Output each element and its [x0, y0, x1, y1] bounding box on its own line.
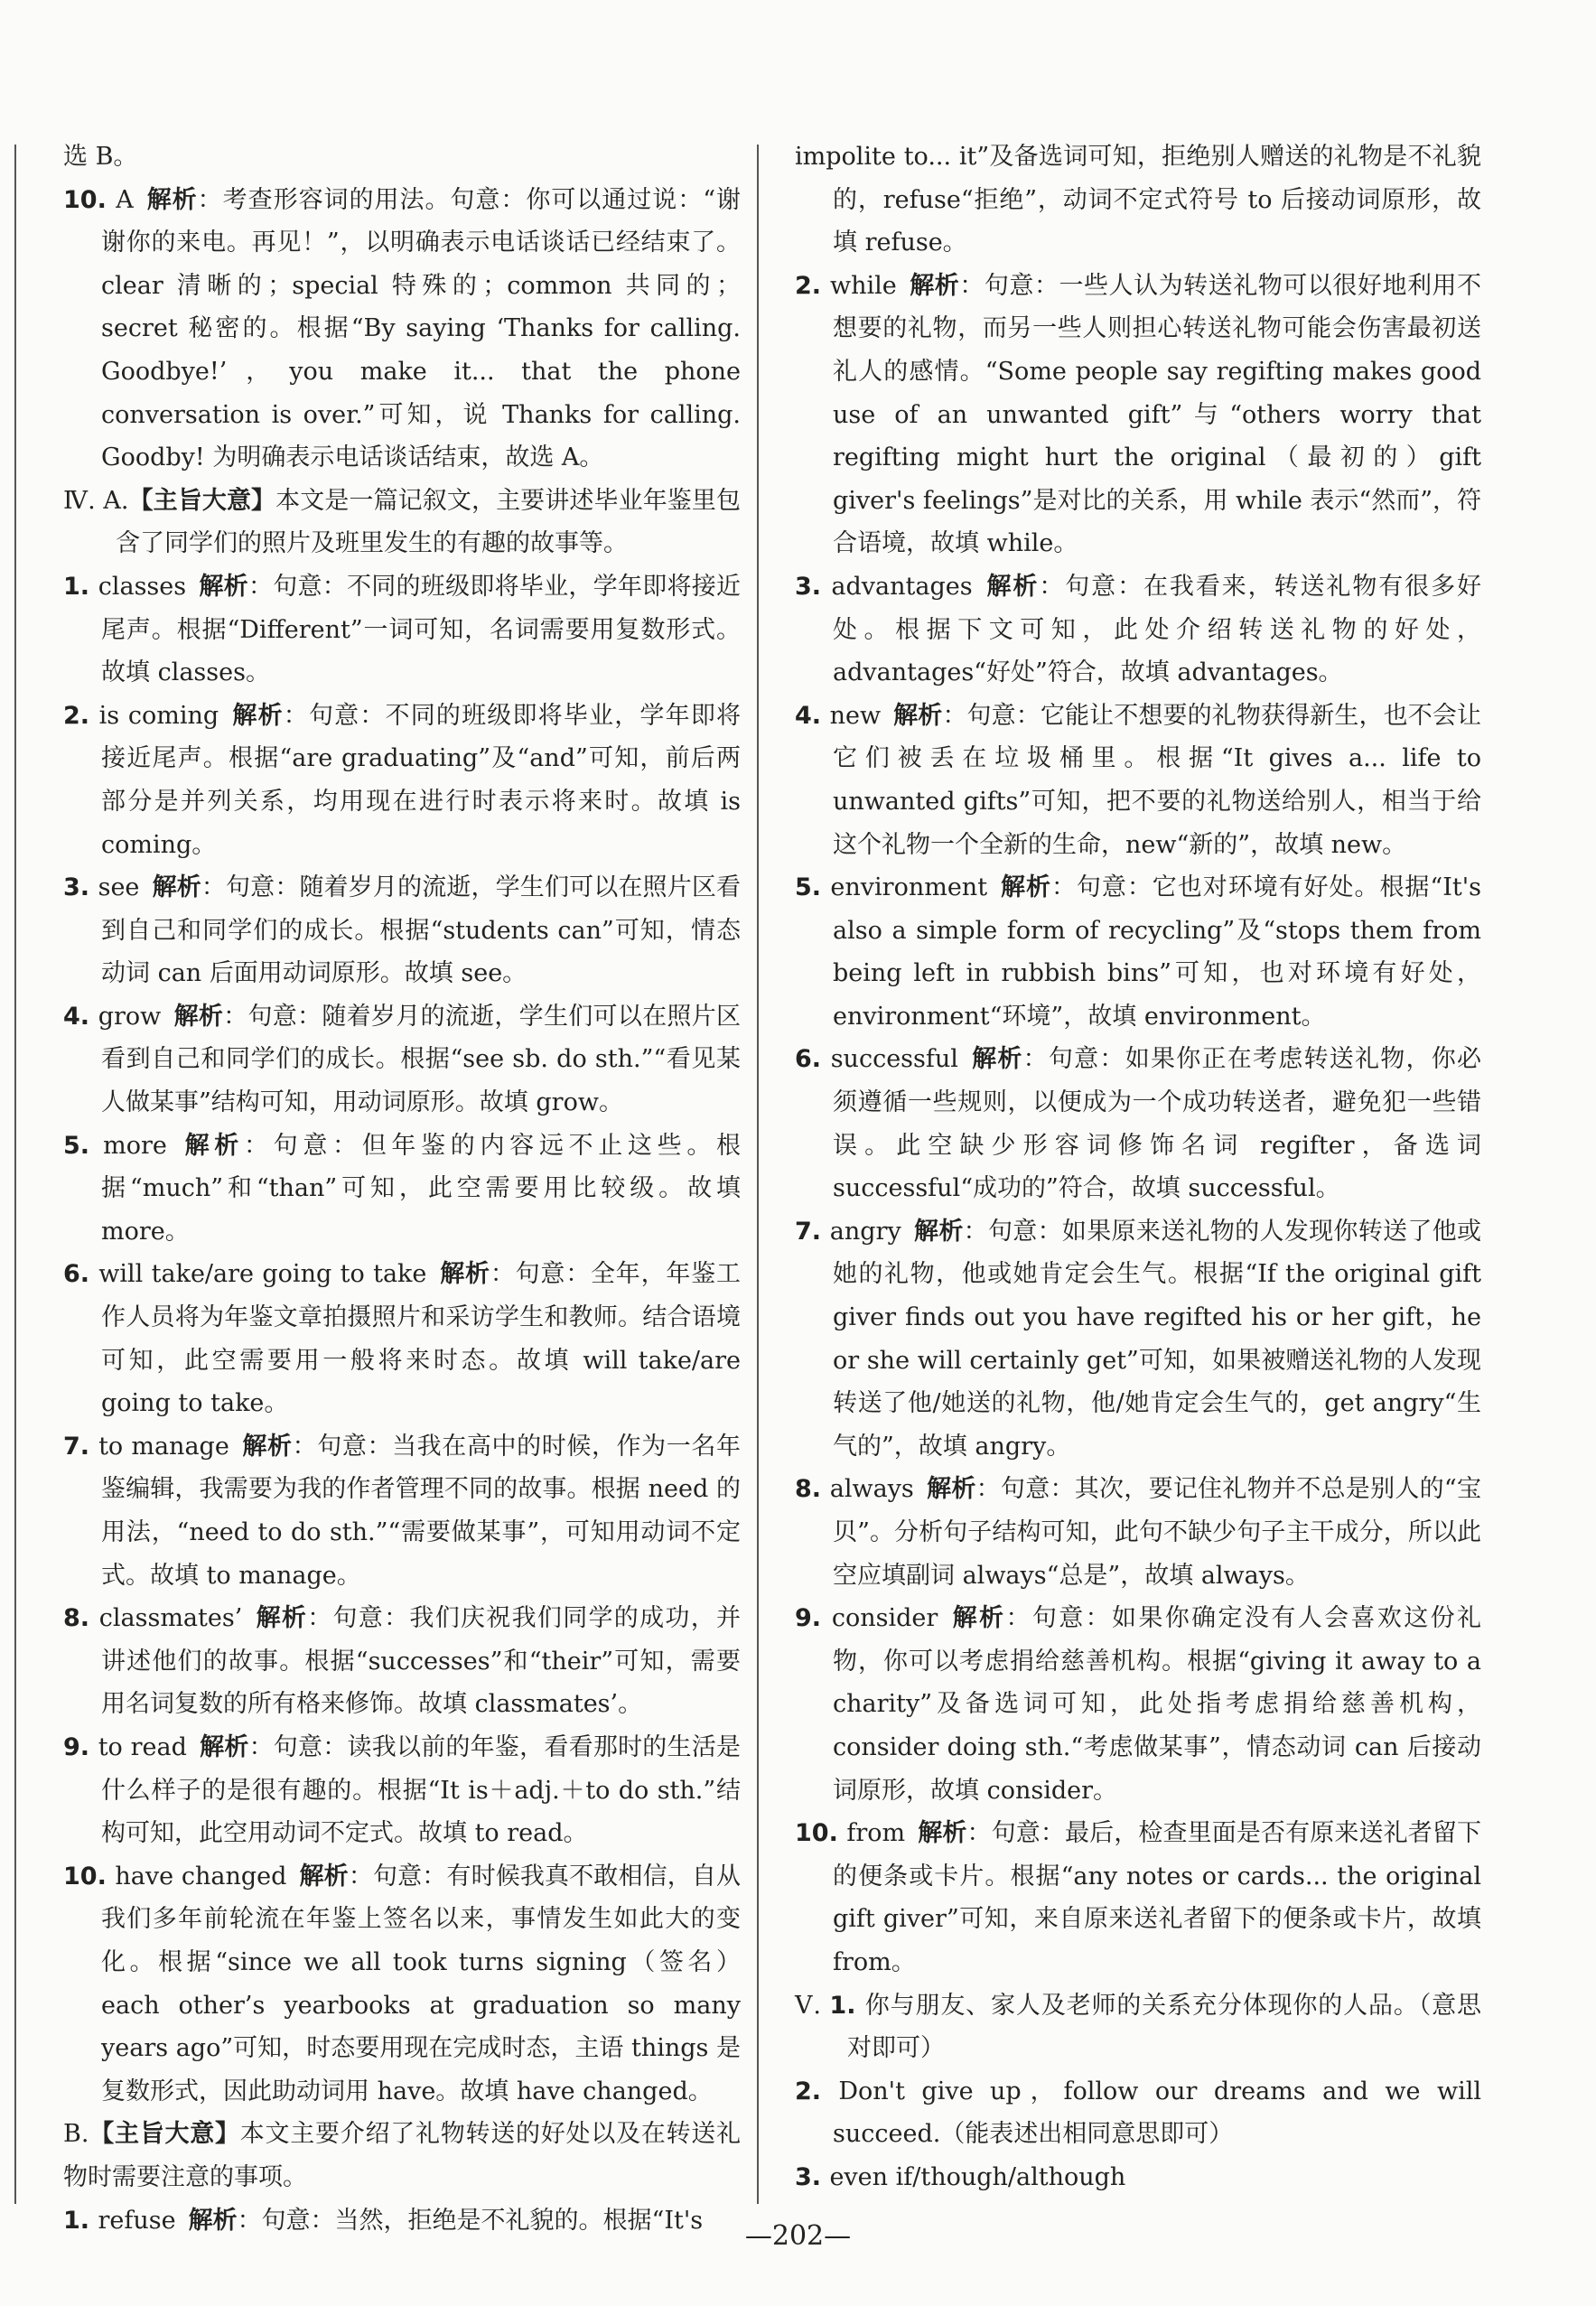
body-text: ：考查形容词的用法。句意：你可以通过说：“谢谢你的来电。再见！”，以明确表示电话谈话已经结束了。clear 清晰的；special 特殊的；common 共同的；secret 秘密的。根据“By saying ‘Thanks for calling. Goodbye!’，you make it... that the phone conversation is over.”可知，说 Thanks for calling. Goodby! 为明确表示电话谈话结束，故选 A。: [101, 185, 741, 472]
answer-paragraph: [63, 565, 741, 695]
label-text: 解析: [985, 572, 1040, 601]
item-number: 2.: [63, 701, 99, 730]
answer-text: to manage: [98, 1432, 229, 1461]
body-text: ：句意：一些人认为转送礼物可以很好地利用不想要的礼物，而另一些人则担心转送礼物可能会伤害最初送礼人的感情。“Some people say regifting makes good use of an unwanted gift”与“others worry that regifting might hurt the original（最初的）gift giver's feelings”是对比的关系，用 while 表示“然而”，符合语境，故填 while。: [833, 271, 1482, 558]
label-text: 解析: [950, 1604, 1006, 1633]
answer-paragraph: [63, 866, 741, 995]
body-text: ：句意：它也对环境有好处。根据“It's also a simple form of recycling”及“stops them from being left in rubbish bins”可知，也对环境有好处，environment“环境”，故填 environment。: [833, 873, 1481, 1031]
label-text: 解析: [188, 2206, 238, 2235]
answer-text: is coming: [98, 701, 219, 730]
body-text: even if/though/although: [829, 2162, 1126, 2191]
body-text: 你与朋友、家人及老师的关系充分体现你的人品。（意思对即可）: [847, 1991, 1481, 2063]
body-text: 本文主要介绍了礼物转送的好处以及在转送礼物时需要注意的事项。: [63, 2120, 742, 2191]
answer-text: new: [829, 701, 882, 730]
label-text: 【主旨大意】: [128, 486, 276, 515]
label-text: 解析: [893, 701, 943, 730]
body-text: ：句意：当然，拒绝是不礼貌的。根据“It's: [237, 2206, 704, 2235]
item-number: 6.: [63, 1260, 99, 1289]
answer-text: while: [829, 271, 897, 300]
column-divider: [757, 145, 759, 2204]
label-text: 解析: [145, 185, 198, 214]
item-number: 3.: [63, 873, 98, 902]
left-column: [63, 135, 741, 2242]
item-number: 7.: [795, 1217, 830, 1246]
label-text: 解析: [970, 1045, 1023, 1074]
answer-text: A: [116, 185, 134, 214]
answer-paragraph: [795, 1210, 1481, 1469]
page-number: —202—: [744, 2220, 852, 2252]
answer-text: advantages: [831, 572, 973, 601]
answer-text: always: [829, 1475, 914, 1504]
body-text: ：句意：随着岁月的流逝，学生们可以在照片区看到自己和同学们的成长。根据“see sb. do sth.”“看见某人做某事”结构可知，用动词原形。故填 grow。: [101, 1002, 741, 1117]
answer-paragraph: [795, 565, 1481, 695]
body-text: ：句意：如果你正在考虑转送礼物，你必须遵循一些规则，以便成为一个成功转送者，避免犯一些错误。此空缺少形容词修饰名词 regifter，备选词 successful“成功的”符合，故填 successful。: [833, 1045, 1481, 1203]
answer-paragraph: [63, 695, 741, 866]
body-text: 选 B。: [63, 143, 138, 171]
answer-paragraph: [63, 1597, 741, 1726]
answer-text: grow: [98, 1002, 162, 1031]
item-number: 5.: [795, 873, 831, 902]
answer-paragraph: [795, 1468, 1481, 1597]
answer-paragraph: [795, 695, 1481, 866]
answer-paragraph: [795, 2070, 1481, 2156]
label-text: 解析: [231, 701, 284, 730]
body-text: ：句意：如果你确定没有人会喜欢这份礼物，你可以考虑捐给慈善机构。根据“giving it away to a charity”及备选词可知，此处指考虑捐给慈善机构，consider doing sth.“考虑做某事”，情态动词 can 后接动词原形，故填 consider。: [833, 1604, 1482, 1805]
answer-text: angry: [829, 1217, 901, 1246]
item-number: 4.: [63, 1002, 98, 1031]
body-text: ：句意：其次，要记住礼物并不总是别人的“宝贝”。分析句子结构可知，此句不缺少句子主干成分，所以此空应填副词 always“总是”，故填 always。: [833, 1475, 1482, 1590]
body-text: ：句意：读我以前的年鉴，看看那时的生活是什么样子的是很有趣的。根据“It is＋adj.＋to do sth.”结构可知，此空用动词不定式。故填 to read。: [101, 1732, 741, 1848]
label-text: 解析: [913, 1217, 964, 1246]
body-text: ：句意：全年，年鉴工作人员将为年鉴文章拍摄照片和采访学生和教师。结合语境可知，此空需要用一般将来时态。故填 will take/are going to take。: [101, 1260, 742, 1418]
item-number: 3.: [795, 2162, 830, 2191]
label-text: 解析: [199, 1732, 249, 1761]
answer-paragraph: [63, 179, 741, 480]
body-text: B.: [63, 2120, 89, 2149]
item-number: 2.: [795, 2077, 839, 2105]
item-number: 7.: [63, 1432, 99, 1461]
label-text: 解析: [926, 1475, 976, 1504]
label-text: 解析: [909, 271, 960, 300]
item-number: 10.: [795, 1819, 847, 1848]
body-text: Ⅳ. A.: [63, 486, 129, 515]
body-text: ：句意：当我在高中的时候，作为一名年鉴编辑，我需要为我的作者管理不同的故事。根据 need 的用法，“need to do sth.”“需要做某事”，可知用动词不定式。故填 to manage。: [101, 1432, 741, 1590]
answer-paragraph: [63, 995, 741, 1125]
answer-paragraph: [63, 135, 741, 179]
label-text: 解析: [299, 1862, 349, 1891]
body-text: ：句意：随着岁月的流逝，学生们可以在照片区看到自己和同学们的成长。根据“students can”可知，情态动词 can 后面用动词原形。故填 see。: [101, 873, 741, 988]
answer-text: environment: [830, 873, 988, 902]
answer-text: successful: [830, 1045, 958, 1074]
answer-paragraph: [63, 1425, 741, 1597]
answer-text: will take/are going to take: [98, 1260, 427, 1289]
item-number: 1.: [63, 2206, 98, 2235]
item-number: 10.: [63, 1862, 116, 1891]
answer-paragraph: [795, 1984, 1481, 2070]
label-text: 解析: [241, 1432, 293, 1461]
answer-paragraph: [795, 2156, 1481, 2199]
item-number: 9.: [795, 1604, 832, 1633]
body-text: Don't give up，follow our dreams and we will succeed.（能表述出相同意思即可）: [833, 2077, 1481, 2149]
answer-paragraph: [63, 1253, 741, 1424]
body-text: ：句意：不同的班级即将毕业，学年即将接近尾声。根据“Different”一词可知，名词需要用复数形式。故填 classes。: [101, 572, 742, 687]
answer-text: see: [98, 873, 140, 902]
answer-paragraph: [795, 1812, 1481, 1984]
answer-text: have changed: [115, 1862, 287, 1891]
answer-paragraph: [63, 1726, 741, 1855]
answer-paragraph: [795, 265, 1481, 565]
item-number: 1.: [829, 1991, 865, 2020]
item-number: 2.: [795, 271, 830, 300]
item-number: 4.: [795, 701, 830, 730]
item-number: 10.: [63, 185, 117, 214]
body-text: impolite to... it”及备选词可知，拒绝别人赠送的礼物是不礼貌的，refuse“拒绝”，动词不定式符号 to 后接动词原形，故填 refuse。: [795, 143, 1481, 257]
answer-paragraph: [795, 866, 1481, 1038]
answer-paragraph: [795, 135, 1481, 265]
label-text: 解析: [152, 873, 201, 902]
answer-text: refuse: [98, 2206, 176, 2235]
item-number: 9.: [63, 1732, 98, 1761]
body-text: ：句意：不同的班级即将毕业，学年即将接近尾声。根据“are graduating”及“and”可知，前后两部分是并列关系，均用现在进行时表示将来时。故填 is coming。: [101, 701, 742, 859]
item-number: 8.: [795, 1475, 830, 1504]
item-number: 5.: [63, 1131, 104, 1160]
answer-paragraph: [63, 2113, 741, 2199]
body-text: ：句意：我们庆祝我们同学的成功，并讲述他们的故事。根据“successes”和“their”可知，需要用名词复数的所有格来修饰。故填 classmates’。: [101, 1604, 742, 1719]
left-margin-rule: [14, 145, 16, 2204]
item-number: 1.: [63, 572, 98, 601]
answer-text: to read: [98, 1732, 187, 1761]
body-text: ：句意：它能让不想要的礼物获得新生，也不会让它们被丢在垃圾桶里。根据“It gives a... life to unwanted gifts”可知，把不要的礼物送给别人，相当于给这个礼物一个全新的生命，new“新的”，故填 new。: [833, 701, 1482, 859]
answer-paragraph: [63, 480, 741, 565]
body-text: ：句意：但年鉴的内容远不止这些。根据“much”和“than”可知，此空需要用比较级。故填 more。: [101, 1131, 742, 1246]
label-text: 解析: [179, 1131, 244, 1160]
label-text: 解析: [199, 572, 248, 601]
item-number: 8.: [63, 1604, 99, 1633]
answer-text: consider: [831, 1604, 938, 1633]
item-number: 6.: [795, 1045, 831, 1074]
body-text: ：句意：如果原来送礼物的人发现你转送了他或她的礼物，他或她肯定会生气。根据“If the original gift giver finds out you have regifted his or her gift，he or she will certainly get”可知，如果被赠送礼物的人发现转送了他/她送的礼物，他/她肯定会生气的，get angry“生气的”，故填 angry。: [833, 1217, 1481, 1461]
label-text: 【主旨大意】: [89, 2120, 240, 2149]
label-text: 解析: [918, 1819, 967, 1848]
label-text: 解析: [173, 1002, 224, 1031]
label-text: 解析: [255, 1604, 308, 1633]
answer-paragraph: [63, 1855, 741, 2114]
answer-text: classmates’: [98, 1604, 243, 1633]
answer-paragraph: [63, 1125, 741, 1254]
label-text: 解析: [1000, 873, 1051, 902]
answer-text: classes: [98, 572, 187, 601]
answer-paragraph: [795, 1038, 1481, 1209]
answer-paragraph: [795, 1597, 1481, 1812]
right-column: [795, 135, 1481, 2199]
body-text: Ⅴ.: [795, 1991, 830, 2020]
body-text: ：句意：在我看来，转送礼物有很多好处。根据下文可知，此处介绍转送礼物的好处，advantages“好处”符合，故填 advantages。: [833, 572, 1482, 687]
answer-text: more: [103, 1131, 167, 1160]
body-text: 本文是一篇记叙文，主要讲述毕业年鉴里包含了同学们的照片及班里发生的有趣的故事等。: [116, 486, 741, 558]
label-text: 解析: [439, 1260, 490, 1289]
answer-text: from: [846, 1819, 906, 1848]
body-text: ：句意：最后，检查里面是否有原来送礼者留下的便条或卡片。根据“any notes or cards... the original gift giver”可知，来自原来送礼者留下的便条或卡片，故填 from。: [833, 1819, 1481, 1976]
item-number: 3.: [795, 572, 832, 601]
body-text: ：句意：有时候我真不敢相信，自从我们多年前轮流在年鉴上签名以来，事情发生如此大的变化。根据“since we all took turns signing（签名）each other’s yearbooks at graduation so many years ago”可知，时态要用现在完成时态，主语 things 是复数形式，因此助动词用 have。故填 have changed。: [101, 1862, 742, 2105]
